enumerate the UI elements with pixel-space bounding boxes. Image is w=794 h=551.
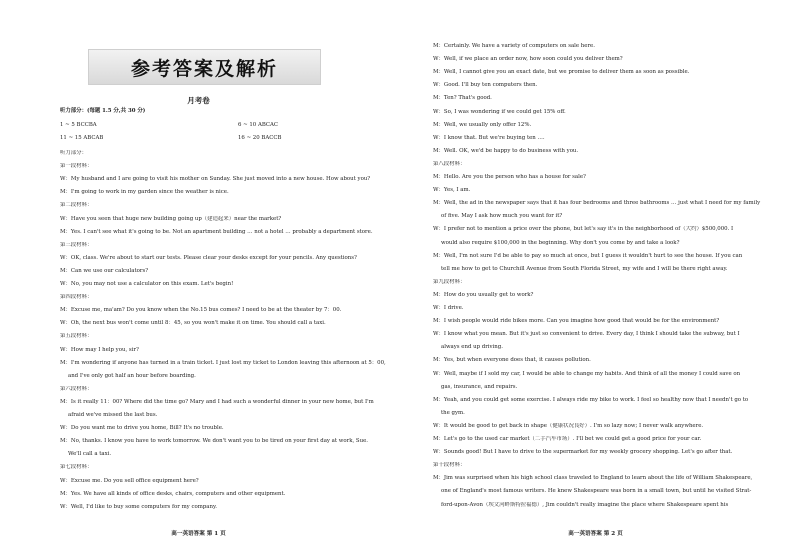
transcript-line: the gym. [441,409,465,416]
transcript-line: 第六段材料： [60,385,93,392]
transcript-line: M：Can we use our calculators? [60,267,149,274]
transcript-line: W：Well, if we place an order now, how soon could you deliver them? [433,56,623,63]
page-footer: 高一英语答案 第 1 页 [171,531,226,537]
transcript-line: W：Well, I'd like to buy some computers for my company. [60,503,217,510]
transcript-line: M：I'm wondering if anyone has turned in a train ticket. I just lost my ticket to London leaving this afternoon at 5：00, [60,359,386,366]
transcript-line: always end up driving. [441,344,503,351]
answer-range: 1 ~ 5 BCCBA [60,122,97,128]
transcript-line: 第七段材料： [60,464,93,471]
transcript-line: afraid we've missed the last bus. [68,412,158,418]
transcript-line: W：Good. I'll buy ten computers then. [433,82,538,89]
transcript-line: M：Certainly. We have a variety of computers on sale here. [433,43,595,49]
transcript-line: M：Well, I cannot give you an exact date, but we promise to deliver them as soon as possible. [433,69,690,76]
answer-range: 11 ~ 15 ABCAB [60,135,104,141]
title-banner [88,49,321,85]
transcript-line: 第三段材料： [60,241,93,248]
transcript-line: M：I'm going to work in my garden since the weather is nice. [60,189,229,196]
transcript-line: W：Yes, I am. [433,187,471,194]
transcript-line: M：Well, I'm not sure I'd be able to pay so much at once, but I guess it wouldn't hurt to see the house. If you can [433,252,743,259]
transcript-line: W：I drive. [433,305,464,311]
transcript-line: W：No, you may not use a calculator on this exam. Let's begin! [60,281,234,287]
transcript-line: W：I know that. But we're buying ten …. [433,134,545,141]
transcript-line: W：Oh, the next bus won't come until 8：45, so you won't make it on time. You should call a taxi. [60,320,326,327]
answer-range: 6 ~ 10 ABCAC [238,122,279,128]
transcript-line: W：OK, class. We're about to start our tests. Please clear your desks except for your pencils. Any questions? [60,254,357,261]
transcript-line: W：Excuse me. Do you sell office equipment here? [60,477,199,484]
transcript-line: 第四段材料： [60,294,93,301]
page-subtitle: 月考卷 [187,96,210,105]
transcript-line: M：Let's go to the used car market（二手汽车市场）. I'll bet we could get a good price for your car. [433,436,702,442]
transcript-line: 听力部分： [60,150,87,156]
transcript-line: W：Do you want me to drive you home, Bill? It's no trouble. [60,425,224,432]
page-footer: 高一英语答案 第 2 页 [568,531,623,537]
transcript-line: M：Yeah, and you could get some exercise. I always ride my bike to work. I feel so healthy now that I needn't go to [433,396,749,403]
transcript-line: would also require $100,000 in the beginning. Why don't you come by and take a look? [441,239,680,246]
transcript-line: 第二段材料： [60,202,93,209]
transcript-line: W：I know what you mean. But it's just so convenient to drive. Every day, I think I should take the subway, but I [433,331,740,338]
transcript-line: M：Is it really 11：00? Where did the time go? Mary and I had such a wonderful dinner in your new home, but I'm [60,398,374,405]
transcript-line: We'll call a taxi. [68,451,112,458]
transcript-line: 第八段材料： [433,160,466,167]
transcript-line: tell me how to get to Churchill Avenue from South Florida Street, my wife and I will be there right away. [441,265,728,272]
transcript-line: M：Well, the ad in the newspaper says that it has four bedrooms and three bathrooms … just what I need for my family [433,200,761,207]
page-title: 参考答案及解析 [130,57,278,80]
transcript-line: W：I prefer not to mention a price over the phone, but let's say it's in the neighborhood of（大约）$500,000. I [433,226,734,233]
transcript-line: M：I wish people would ride bikes more. Can you imagine how good that would be for the environment? [433,318,720,325]
transcript-line: W：My husband and I are going to visit his mother on Sunday. She just moved into a new house. How about you? [60,176,371,183]
transcript-line: M：Yes. I can't see what it's going to be. Not an apartment building … not a hotel … probably a department store. [60,228,373,235]
transcript-line: W：Sounds good! But I have to drive to the supermarket for my weekly grocery shopping. Let's go after that. [433,449,733,456]
transcript-line: M：Hello. Are you the person who has a house for sale? [433,174,586,180]
transcript-line: W：It would be good to get back in shape（健康状况良好）. I'm so lazy now; I never walk anywhere. [433,422,704,429]
transcript-line: M：Yes. We have all kinds of office desks, chairs, computers and other equipment. [60,490,286,497]
transcript-line: W：Have you seen that huge new building going up（建造起来）near the market? [60,215,282,222]
transcript-line: 第一段材料： [60,163,93,170]
transcript-line: ford-upon-Avon（埃文河畔斯特拉福德）, Jim couldn't really imagine the place where Shakespeare spent his [441,501,729,508]
transcript-line: 第五段材料： [60,333,93,340]
transcript-line: M：Ten? That's good. [433,95,492,102]
transcript-line: 第十段材料： [433,462,466,469]
transcript-line: M：Jim was surprised when his high school class traveled to England to learn about the life of William Shakespeare, [433,475,753,482]
transcript-line: M：How do you usually get to work? [433,291,534,298]
transcript-line: M：Excuse me, ma'am? Do you know when the No.15 bus comes? I need to be at the theater by 7：00. [60,307,342,314]
transcript-line: 第九段材料： [433,278,466,285]
transcript-line: and I've only got half an hour before boarding. [68,372,196,379]
transcript-line: M：No, thanks. I know you have to work tomorrow. We don't want you to be tired on your first day at work, Sue. [60,438,368,445]
transcript-line: W：How may I help you, sir? [60,346,139,353]
transcript-line: one of England's most famous writers. He knew Shakespeare was born in a small town, but until he visited Strat- [441,488,752,495]
answer-range: 16 ~ 20 BACCB [238,135,282,141]
transcript-line: M：Yes, but when everyone does that, it causes pollution. [433,357,591,364]
transcript-line: W：Well, maybe if I sold my car, I would be able to change my habits. And think of all the money I could save on [433,370,741,377]
answers-section-label: 听力部分：(每题 1.5 分,共 30 分) [60,108,146,114]
transcript-line: W：So, I was wondering if we could get 15% off. [433,108,566,115]
page-2 [397,0,794,551]
transcript-line: gas, insurance, and repairs. [441,383,518,390]
transcript-line: of five. May I ask how much you want for it? [441,213,563,220]
transcript-line: M：Well. OK, we'd be happy to do business with you. [433,147,579,154]
transcript-line: M：Well, we usually only offer 12%. [433,121,532,128]
